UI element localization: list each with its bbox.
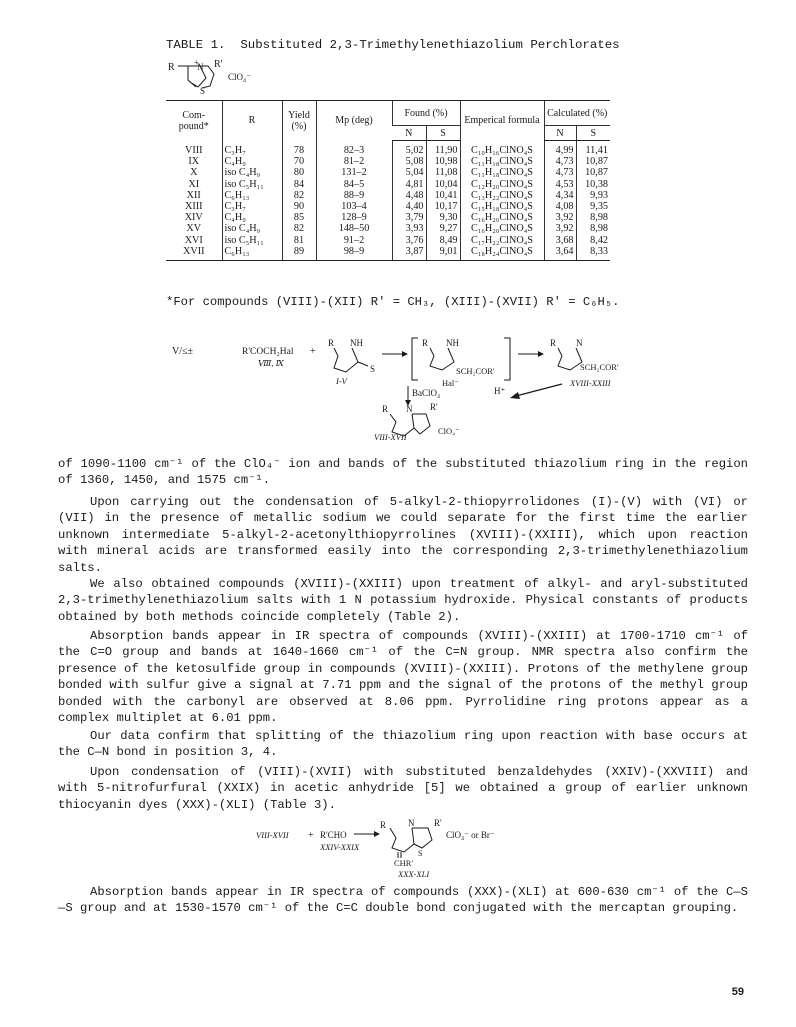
scheme1-prod-r: R bbox=[550, 338, 557, 348]
cell-calc-n: 4,99 bbox=[544, 141, 576, 157]
cell-formula: C₁₁H₁₈ClNO₄S bbox=[460, 156, 544, 167]
scheme2-r: R bbox=[380, 820, 387, 830]
header-compound: Com-pound* bbox=[166, 101, 222, 141]
cell-found-n: 5,04 bbox=[392, 167, 426, 178]
cell-mp: 131–2 bbox=[316, 167, 392, 178]
cell-calc-n: 3,64 bbox=[544, 246, 576, 261]
reaction-scheme-1 bbox=[150, 330, 650, 442]
cell-found-n: 4,81 bbox=[392, 179, 426, 190]
scheme1-salt-rprime: R' bbox=[430, 402, 438, 412]
cell-yield: 89 bbox=[282, 246, 316, 261]
cell-calc-s: 10,38 bbox=[576, 179, 610, 190]
scheme1-reagent: R'COCH₂Hal bbox=[242, 347, 294, 357]
paragraph-2-text: Upon carrying out the condensation of 5-alkyl-2-thiopyrrolidones (I)-(V) with (VI) or (VII) in the presence of metallic sodium we could separate for the first time the earlier unknown intermediate 5-alkyl-2-acetonylthiopyrrolines (XVIII)-(XXIII), which upon reaction with mineral acids are transformed easily into the corresponding 2,3-trimethylenethiazolium salts. bbox=[58, 495, 748, 575]
cell-formula: C₁₇H₂₂ClNO₄S bbox=[460, 235, 544, 246]
scheme2-reagent-nums: XXIV-XXIX bbox=[320, 842, 360, 852]
table-footnote: *For compounds (VIII)-(XII) R' = CH₃, (XIII)-(XVII) R' = C₆H₅. bbox=[166, 295, 620, 309]
cell-found-s: 11,08 bbox=[426, 167, 460, 178]
cell-yield: 80 bbox=[282, 167, 316, 178]
cell-yield: 84 bbox=[282, 179, 316, 190]
cell-formula: C₁₈H₂₄ClNO₄S bbox=[460, 246, 544, 261]
cell-calc-s: 8,98 bbox=[576, 223, 610, 234]
data-table bbox=[166, 100, 610, 261]
cell-compound: IX bbox=[188, 156, 200, 168]
scheme2-s: S bbox=[418, 849, 423, 858]
cell-mp: 103–4 bbox=[316, 201, 392, 212]
cell-compound: XVII bbox=[166, 246, 222, 261]
cell-r: C₄H₉ bbox=[222, 156, 282, 167]
cell-mp: 88–9 bbox=[316, 190, 392, 201]
cell-found-s: 10,98 bbox=[426, 156, 460, 167]
cell-compound: XVI bbox=[184, 234, 203, 246]
cell-calc-n: 3,92 bbox=[544, 223, 576, 234]
scheme2-plus: + bbox=[308, 830, 314, 841]
cell-mp: 81–2 bbox=[316, 156, 392, 167]
reaction-scheme-2 bbox=[250, 816, 530, 878]
cell-formula: C₁₃H₂₂ClNO₄S bbox=[460, 190, 544, 201]
cell-found-n: 3,87 bbox=[392, 246, 426, 261]
cell-compound: XIV bbox=[184, 212, 203, 224]
cell-found-s: 10,04 bbox=[426, 179, 460, 190]
cell-compound: XV bbox=[186, 223, 202, 235]
scheme1-salt-r: R bbox=[382, 404, 389, 414]
structure-n-label: N bbox=[197, 62, 204, 72]
table-row bbox=[166, 190, 610, 201]
table-row bbox=[166, 246, 610, 261]
paragraph-7 bbox=[58, 884, 748, 917]
cell-calc-n: 3,92 bbox=[544, 212, 576, 223]
cell-r: C₄H₉ bbox=[222, 212, 282, 223]
scheme2-n: N bbox=[408, 818, 415, 828]
scheme2-anion: ClO₄⁻ or Br⁻ bbox=[446, 830, 495, 840]
scheme2-chr: CHR' bbox=[394, 858, 414, 868]
scheme1-plus: + bbox=[310, 346, 316, 357]
cell-calc-n: 4,73 bbox=[544, 167, 576, 178]
scheme1-salt-nums: VIII-XVII bbox=[374, 432, 407, 442]
header-calc-s: S bbox=[576, 126, 610, 141]
cell-compound: XII bbox=[186, 189, 201, 201]
cell-yield: 70 bbox=[282, 156, 316, 167]
cell-found-n: 5,08 bbox=[392, 156, 426, 167]
structure-anion-label: ClO₄⁻ bbox=[228, 72, 251, 82]
scheme1-start-r: R bbox=[328, 338, 335, 348]
paragraph-6 bbox=[58, 764, 748, 813]
cell-calc-s: 11,41 bbox=[576, 141, 610, 157]
cell-formula: C₁₆H₂₀ClNO₄S bbox=[460, 223, 544, 234]
cell-calc-s: 10,87 bbox=[576, 167, 610, 178]
table-row bbox=[166, 201, 610, 212]
paragraph-5-text: Our data confirm that splitting of the thiazolium ring upon reaction with base occurs at the C—N bond in position 3, 4. bbox=[58, 729, 748, 760]
header-found-s: S bbox=[426, 126, 460, 141]
cell-calc-s: 9,35 bbox=[576, 201, 610, 212]
cell-found-s: 10,17 bbox=[426, 201, 460, 212]
cell-mp: 148–50 bbox=[316, 223, 392, 234]
cell-calc-s: 9,93 bbox=[576, 190, 610, 201]
table-row bbox=[166, 235, 610, 246]
cell-found-s: 10,41 bbox=[426, 190, 460, 201]
cell-found-n: 4,40 bbox=[392, 201, 426, 212]
cell-compound: VIII bbox=[184, 144, 203, 156]
paragraph-4 bbox=[58, 628, 748, 726]
scheme1-start-s: S bbox=[370, 364, 376, 374]
paragraph-1-text: of 1090-1100 cm⁻¹ of the ClO₄⁻ ion and bands of the substituted thiazolium ring in the region of 1360, 1450, and 1575 cm⁻¹. bbox=[58, 457, 748, 488]
cell-yield: 85 bbox=[282, 212, 316, 223]
cell-yield: 90 bbox=[282, 201, 316, 212]
structure-r-label: R bbox=[168, 62, 175, 73]
header-calc-n: N bbox=[544, 126, 576, 141]
cell-yield: 78 bbox=[282, 141, 316, 157]
cell-r: iso C₅H₁₁ bbox=[222, 235, 282, 246]
cell-found-s: 11,90 bbox=[426, 141, 460, 157]
header-r: R bbox=[222, 101, 282, 141]
header-calculated: Calculated (%) bbox=[544, 101, 610, 126]
cell-formula: C₁₆H₂₀ClNO₄S bbox=[460, 212, 544, 223]
cell-compound: XI bbox=[188, 178, 200, 190]
table-row bbox=[166, 179, 610, 190]
paragraph-5 bbox=[58, 728, 748, 761]
cell-found-n: 3,76 bbox=[392, 235, 426, 246]
cell-found-n: 3,79 bbox=[392, 212, 426, 223]
header-found-n: N bbox=[392, 126, 426, 141]
scheme1-salt-n: N bbox=[406, 404, 413, 414]
cell-yield: 82 bbox=[282, 190, 316, 201]
cell-compound: X bbox=[190, 167, 198, 179]
scheme1-h-plus: H⁺ bbox=[494, 386, 506, 396]
cell-calc-s: 8,98 bbox=[576, 212, 610, 223]
header-found: Found (%) bbox=[392, 101, 460, 126]
cell-found-n: 5,02 bbox=[392, 141, 426, 157]
scheme1-start-nh: NH bbox=[350, 338, 363, 348]
scheme1-int-nh: NH bbox=[446, 338, 459, 348]
cell-r: iso C₄H₉ bbox=[222, 167, 282, 178]
cell-found-s: 8,49 bbox=[426, 235, 460, 246]
scheme1-int-r: R bbox=[422, 338, 429, 348]
scheme1-salt-anion: ClO₄⁻ bbox=[438, 426, 460, 436]
cell-found-n: 4,48 bbox=[392, 190, 426, 201]
cell-formula: C₁₀H₁₆ClNO₄S bbox=[460, 141, 544, 157]
structure-s-label: S bbox=[200, 86, 206, 96]
cell-calc-n: 4,08 bbox=[544, 201, 576, 212]
cell-found-s: 9,01 bbox=[426, 246, 460, 261]
cell-calc-n: 4,73 bbox=[544, 156, 576, 167]
paragraph-1 bbox=[58, 456, 748, 489]
cell-found-n: 3,93 bbox=[392, 223, 426, 234]
cell-calc-n: 3,68 bbox=[544, 235, 576, 246]
cell-formula: C₁₁H₁₈ClNO₄S bbox=[460, 167, 544, 178]
cell-calc-n: 4,34 bbox=[544, 190, 576, 201]
scheme2-product-nums: XXX-XLI bbox=[398, 869, 430, 878]
cell-calc-s: 8,42 bbox=[576, 235, 610, 246]
cell-r: iso C₅H₁₁ bbox=[222, 179, 282, 190]
cell-r: C₃H₇ bbox=[222, 141, 282, 157]
scheme2-start-nums: VIII-XVII bbox=[256, 830, 289, 840]
structure-plus-label: + bbox=[194, 58, 199, 67]
scheme1-reagent-nums: Ⅷ, Ⅸ bbox=[258, 358, 284, 368]
paragraph-6-text: Upon condensation of (VIII)-(XVII) with substituted benzaldehydes (XXIV)-(XXVIII) and with 5-nitrofurfural (XXIX) in acetic anhydride [5] we obtained a group of earlier unknown thiocyanin dyes (XXX)-(XLI) (Table 3). bbox=[58, 765, 748, 812]
cell-calc-n: 4,53 bbox=[544, 179, 576, 190]
paragraph-3-text: We also obtained compounds (XVIII)-(XXIII) upon treatment of alkyl- and aryl-substituted 2,3-trimethylenethiazolium salts with 1 N potassium hydroxide. Physical constants of products obtained by both methods coincide completely (Table 2). bbox=[58, 577, 748, 624]
cell-r: iso C₄H₉ bbox=[222, 223, 282, 234]
cell-mp: 98–9 bbox=[316, 246, 392, 261]
cell-yield: 82 bbox=[282, 223, 316, 234]
table-row bbox=[166, 212, 610, 223]
cell-mp: 82–3 bbox=[316, 141, 392, 157]
scheme1-start-nums: I-V bbox=[336, 376, 347, 386]
scheme1-int-label: SCH₂COR' bbox=[456, 366, 495, 376]
scheme1-left-symbol: V/≤± bbox=[172, 346, 193, 357]
cell-calc-s: 10,87 bbox=[576, 156, 610, 167]
paragraph-2 bbox=[58, 494, 748, 576]
scheme2-rprime: R' bbox=[434, 818, 442, 828]
header-formula: Emperical formula bbox=[460, 101, 544, 141]
scheme1-prod-label: SCH₂COR' bbox=[580, 362, 619, 372]
cell-r: C₃H₇ bbox=[222, 201, 282, 212]
scheme1-arrow-reagent: BaClO₄ bbox=[412, 388, 441, 398]
header-yield: Yield (%) bbox=[282, 101, 316, 141]
scheme1-hal: Hal⁻ bbox=[442, 378, 459, 388]
cell-formula: C₁₂H₂₀ClNO₄S bbox=[460, 179, 544, 190]
paragraph-7-text: Absorption bands appear in IR spectra of compounds (XXX)-(XLI) at 600-630 cm⁻¹ of the C—S—S group and at 1530-1570 cm⁻¹ of the C=C double bond conjugated with the mercaptan grouping. bbox=[58, 885, 748, 916]
table-row bbox=[166, 223, 610, 234]
cell-yield: 81 bbox=[282, 235, 316, 246]
cell-calc-s: 8,33 bbox=[576, 246, 610, 261]
scheme2-reagent: R'CHO bbox=[320, 830, 347, 840]
paragraph-4-text: Absorption bands appear in IR spectra of compounds (XVIII)-(XXIII) at 1700-1710 cm⁻¹ of the C=O group and bands at 1640-1660 cm⁻¹ of the C=N group. NMR spectra also confirm the presence of the ketosulfide group in compounds (XVIII)-(XXIII). Protons of the methylene group bonded with sulfur give a signal at 7.71 ppm and the signal of the protons of the methyl group bonded with the carbonyl are observed at 8.06 ppm. Pyrrolidine ring protons appear as a complex multiplet at 6.01 ppm. bbox=[58, 629, 748, 726]
cell-r: C₆H₁₃ bbox=[222, 190, 282, 201]
table-row bbox=[166, 156, 610, 167]
table-row bbox=[166, 141, 610, 157]
page-number: 59 bbox=[731, 986, 744, 998]
table-caption: TABLE 1. Substituted 2,3-Trimethylenethiazolium Perchlorates bbox=[166, 38, 620, 52]
cell-formula: C₁₅H₁₈ClNO₄S bbox=[460, 201, 544, 212]
header-mp: Mp (deg) bbox=[316, 101, 392, 141]
cell-r: C₆H₁₃ bbox=[222, 246, 282, 261]
table-row bbox=[166, 167, 610, 178]
scheme1-prod-n: N bbox=[576, 338, 583, 348]
cell-found-s: 9,27 bbox=[426, 223, 460, 234]
paragraph-3 bbox=[58, 576, 748, 625]
cell-mp: 128–9 bbox=[316, 212, 392, 223]
table-structure-figure bbox=[166, 56, 286, 96]
cell-mp: 91–2 bbox=[316, 235, 392, 246]
cell-compound: XIII bbox=[184, 201, 203, 213]
scheme1-prod-nums: XVIII-XXIII bbox=[570, 378, 611, 388]
structure-rprime-label: R' bbox=[214, 59, 223, 70]
cell-mp: 84–5 bbox=[316, 179, 392, 190]
cell-found-s: 9,30 bbox=[426, 212, 460, 223]
